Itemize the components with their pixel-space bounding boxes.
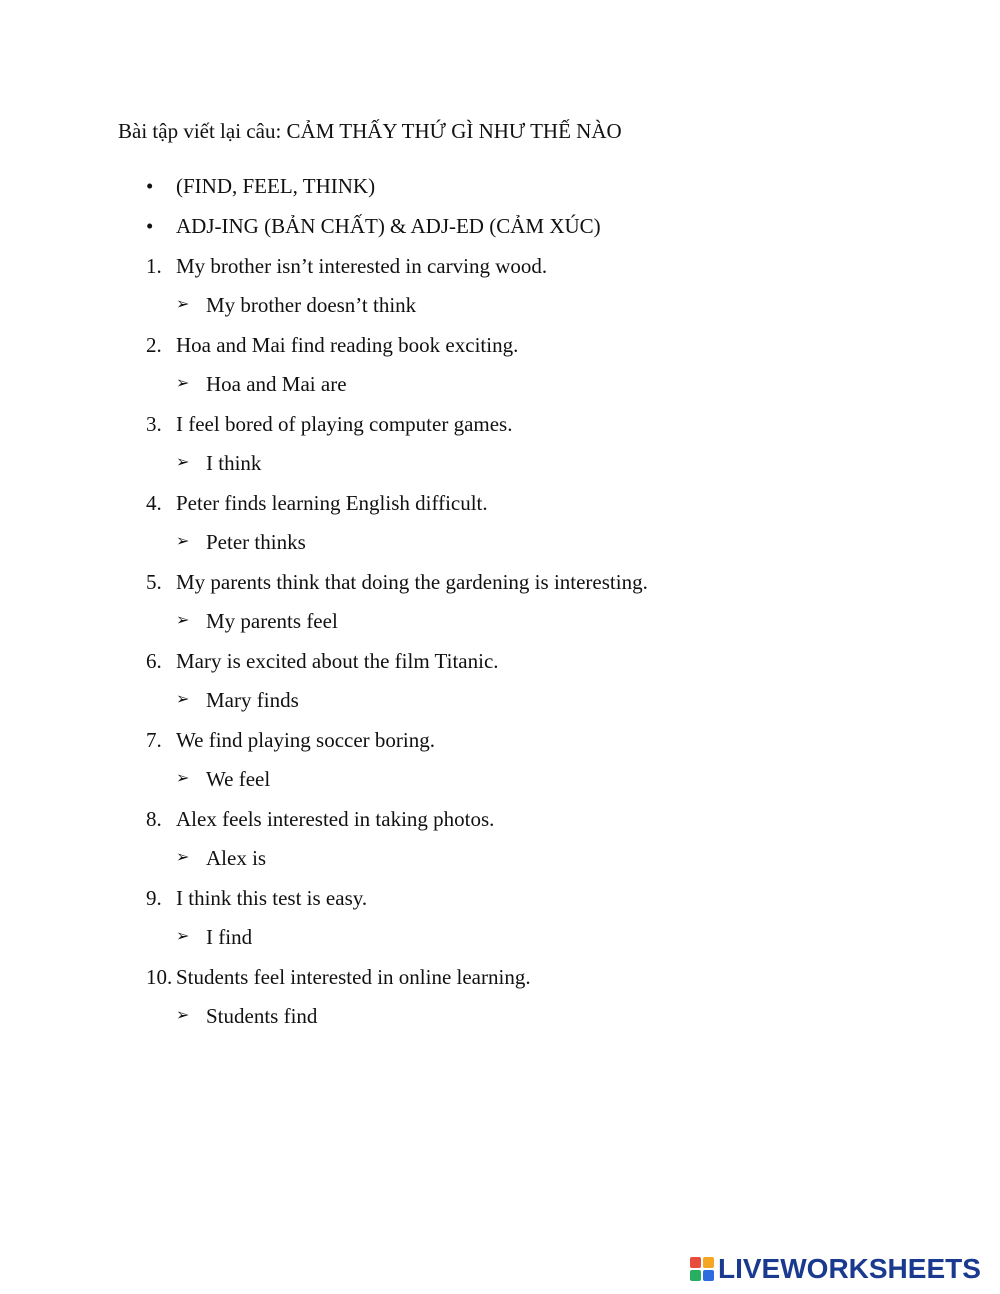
- question-sentence: My brother isn’t interested in carving wood.: [176, 254, 548, 278]
- question-sentence: I think this test is easy.: [176, 886, 368, 910]
- arrow-bullet-icon: ➢: [176, 533, 190, 550]
- question-number: 2.: [146, 333, 162, 357]
- arrow-bullet-icon: ➢: [176, 1007, 190, 1024]
- liveworksheets-logo-icon: [690, 1257, 714, 1281]
- arrow-bullet-icon: ➢: [176, 691, 190, 708]
- rewrite-prompt: I find: [206, 925, 253, 949]
- question-number: 7.: [146, 728, 162, 752]
- logo-text: LIVEWORKSHEETS: [718, 1253, 981, 1284]
- bullet-dot: •: [146, 214, 154, 238]
- arrow-bullet-icon: ➢: [176, 770, 190, 787]
- worksheet-title: Bài tập viết lại câu: CẢM THẤY THỨ GÌ NHƯ THẾ NÀO: [118, 119, 622, 143]
- question-sentence: My parents think that doing the gardening is interesting.: [176, 570, 648, 594]
- logo-block-red: [690, 1257, 701, 1268]
- question-sentence: Students feel interested in online learning.: [176, 965, 531, 989]
- rewrite-prompt: Hoa and Mai are: [206, 372, 347, 396]
- bullet-text-2: ADJ-ING (BẢN CHẤT) & ADJ-ED (CẢM XÚC): [176, 214, 601, 238]
- rewrite-prompt: My parents feel: [206, 609, 338, 633]
- rewrite-prompt: We feel: [206, 767, 271, 791]
- question-number: 8.: [146, 807, 162, 831]
- question-number: 9.: [146, 886, 162, 910]
- arrow-bullet-icon: ➢: [176, 375, 190, 392]
- logo-block-orange: [703, 1257, 714, 1268]
- question-sentence: Peter finds learning English difficult.: [176, 491, 488, 515]
- question-number: 3.: [146, 412, 162, 436]
- rewrite-prompt: Mary finds: [206, 688, 299, 712]
- question-sentence: We find playing soccer boring.: [176, 728, 435, 752]
- arrow-bullet-icon: ➢: [176, 612, 190, 629]
- rewrite-prompt: Alex is: [206, 846, 267, 870]
- logo-block-blue: [703, 1270, 714, 1281]
- logo-block-green: [690, 1270, 701, 1281]
- arrow-bullet-icon: ➢: [176, 849, 190, 866]
- rewrite-prompt: Students find: [206, 1004, 318, 1028]
- bullet-dot: •: [146, 174, 154, 198]
- arrow-bullet-icon: ➢: [176, 454, 190, 471]
- bullet-text-1: (FIND, FEEL, THINK): [176, 174, 376, 198]
- question-sentence: Hoa and Mai find reading book exciting.: [176, 333, 519, 357]
- question-number: 6.: [146, 649, 162, 673]
- rewrite-prompt: I think: [206, 451, 262, 475]
- question-sentence: Mary is excited about the film Titanic.: [176, 649, 499, 673]
- question-number: 1.: [146, 254, 162, 278]
- arrow-bullet-icon: ➢: [176, 296, 190, 313]
- liveworksheets-logo: [690, 1252, 981, 1286]
- arrow-bullet-icon: ➢: [176, 928, 190, 945]
- question-number: 4.: [146, 491, 162, 515]
- rewrite-prompt: Peter thinks: [206, 530, 306, 554]
- question-number: 5.: [146, 570, 162, 594]
- question-sentence: Alex feels interested in taking photos.: [176, 807, 495, 831]
- rewrite-prompt: My brother doesn’t think: [206, 293, 417, 317]
- question-sentence: I feel bored of playing computer games.: [176, 412, 513, 436]
- question-number: 10.: [146, 965, 173, 989]
